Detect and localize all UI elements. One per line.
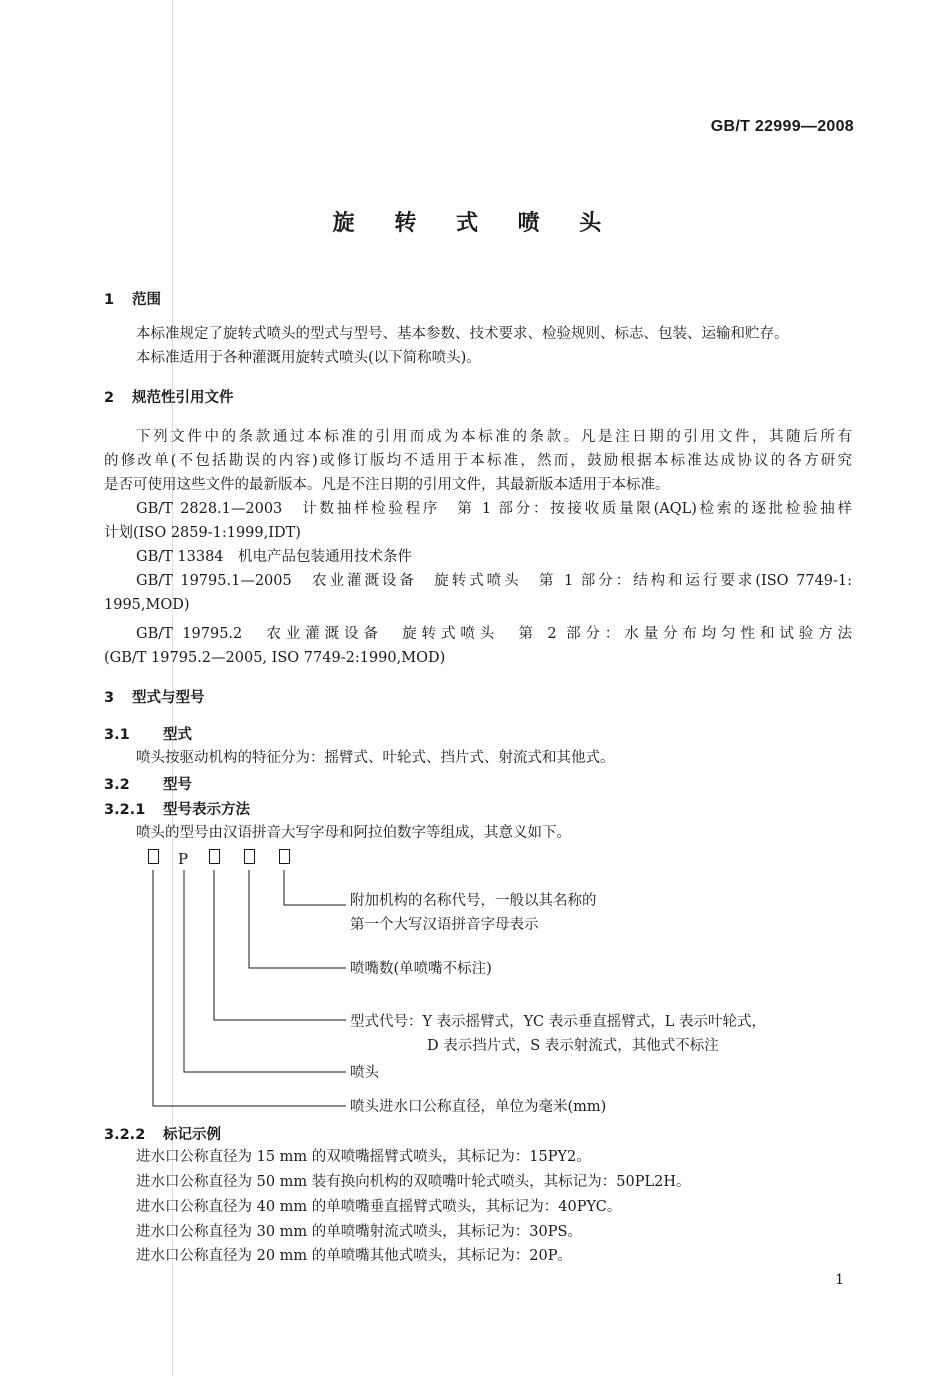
section-number: 3.1: [104, 727, 130, 743]
reference-item: 计划(ISO 2859-1:1999,IDT): [104, 525, 301, 541]
section-2-heading: [104, 386, 234, 407]
paragraph: 喷头按驱动机构的特征分为：摇臂式、叶轮式、挡片式、射流式和其他式。: [136, 750, 615, 766]
code-box-diameter: [148, 849, 159, 869]
section-title: 范围: [132, 292, 161, 308]
section-number: 1: [104, 292, 115, 308]
reference-item: 1995,MOD): [104, 597, 190, 613]
code-box-attachment: [279, 849, 290, 869]
section-3-2-1-heading: [104, 798, 250, 819]
page-number: 1: [835, 1272, 844, 1288]
code-box-type: [209, 849, 220, 869]
diagram-label-type-code: 型式代号：Y 表示摇臂式，YC 表示垂直摇臂式，L 表示叶轮式，: [350, 1014, 766, 1030]
diagram-label-diameter: 喷头进水口公称直径，单位为毫米(mm): [350, 1099, 607, 1115]
diagram-label-nozzle-count: 喷嘴数(单喷嘴不标注): [350, 961, 492, 977]
diagram-label-attachment: 附加机构的名称代号，一般以其名称的: [350, 893, 597, 909]
section-number: 3.2.2: [104, 1127, 146, 1143]
section-title: 型式与型号: [132, 690, 205, 706]
section-title: 型式: [163, 727, 192, 743]
section-3-2-2-heading: [104, 1123, 221, 1144]
section-title: 规范性引用文件: [132, 390, 234, 406]
paragraph: 喷头的型号由汉语拼音大写字母和阿拉伯数字等组成，其意义如下。: [136, 825, 571, 841]
section-title: 型号表示方法: [163, 802, 250, 818]
standard-number: GB/T 22999—2008: [710, 118, 854, 135]
diagram-label-sprinkler: 喷头: [350, 1065, 379, 1081]
diagram-label-attachment: 第一个大写汉语拼音字母表示: [350, 917, 539, 933]
section-title: 标记示例: [163, 1127, 221, 1143]
section-3-2-heading: [104, 773, 192, 794]
section-number: 2: [104, 390, 115, 406]
reference-item: GB/T 19795.1—2005 农业灌溉设备 旋转式喷头 第 1 部分：结构和运行要求(ISO 7749-1:: [136, 573, 852, 589]
example-line: 进水口公称直径为 15 mm 的双喷嘴摇臂式喷头，其标记为：15PY2。: [136, 1149, 591, 1165]
diagram-label-type-code: D 表示挡片式，S 表示射流式，其他式不标注: [427, 1038, 719, 1054]
example-line: 进水口公称直径为 30 mm 的单喷嘴射流式喷头，其标记为：30PS。: [136, 1224, 582, 1240]
paragraph: 的修改单(不包括勘误的内容)或修订版均不适用于本标准，然而，鼓励根据本标准达成协议的各方研究: [104, 453, 852, 469]
section-3-1-heading: [104, 723, 192, 744]
section-1-heading: [104, 288, 161, 309]
reference-item: (GB/T 19795.2—2005, ISO 7749-2:1990,MOD): [104, 650, 446, 666]
example-line: 进水口公称直径为 50 mm 装有换向机构的双喷嘴叶轮式喷头，其标记为：50PL2H。: [136, 1174, 691, 1190]
section-3-heading: [104, 686, 205, 707]
paragraph: 是否可使用这些文件的最新版本。凡是不注日期的引用文件，其最新版本适用于本标准。: [104, 477, 670, 493]
section-number: 3.2: [104, 777, 130, 793]
section-number: 3.2.1: [104, 802, 146, 818]
reference-item: GB/T 13384 机电产品包装通用技术条件: [136, 549, 413, 565]
section-number: 3: [104, 690, 115, 706]
paragraph: 下列文件中的条款通过本标准的引用而成为本标准的条款。凡是注日期的引用文件，其随后所有: [136, 429, 852, 445]
section-title: 型号: [163, 777, 192, 793]
paragraph: 本标准规定了旋转式喷头的型式与型号、基本参数、技术要求、检验规则、标志、包装、运输和贮存。: [136, 326, 789, 342]
code-box-nozzles: [244, 849, 255, 869]
example-line: 进水口公称直径为 40 mm 的单喷嘴垂直摇臂式喷头，其标记为：40PYC。: [136, 1199, 622, 1215]
paragraph: 本标准适用于各种灌溉用旋转式喷头(以下简称喷头)。: [136, 350, 481, 366]
example-line: 进水口公称直径为 20 mm 的单喷嘴其他式喷头，其标记为：20P。: [136, 1248, 572, 1264]
document-title: 旋 转 式 喷 头: [332, 211, 618, 236]
reference-item: GB/T 2828.1—2003 计数抽样检验程序 第 1 部分：按接收质量限(AQL)检索的逐批检验抽样: [136, 501, 852, 517]
reference-item: GB/T 19795.2 农业灌溉设备 旋转式喷头 第 2 部分：水量分布均匀性和试验方法: [136, 626, 852, 642]
code-letter: P: [178, 850, 189, 868]
